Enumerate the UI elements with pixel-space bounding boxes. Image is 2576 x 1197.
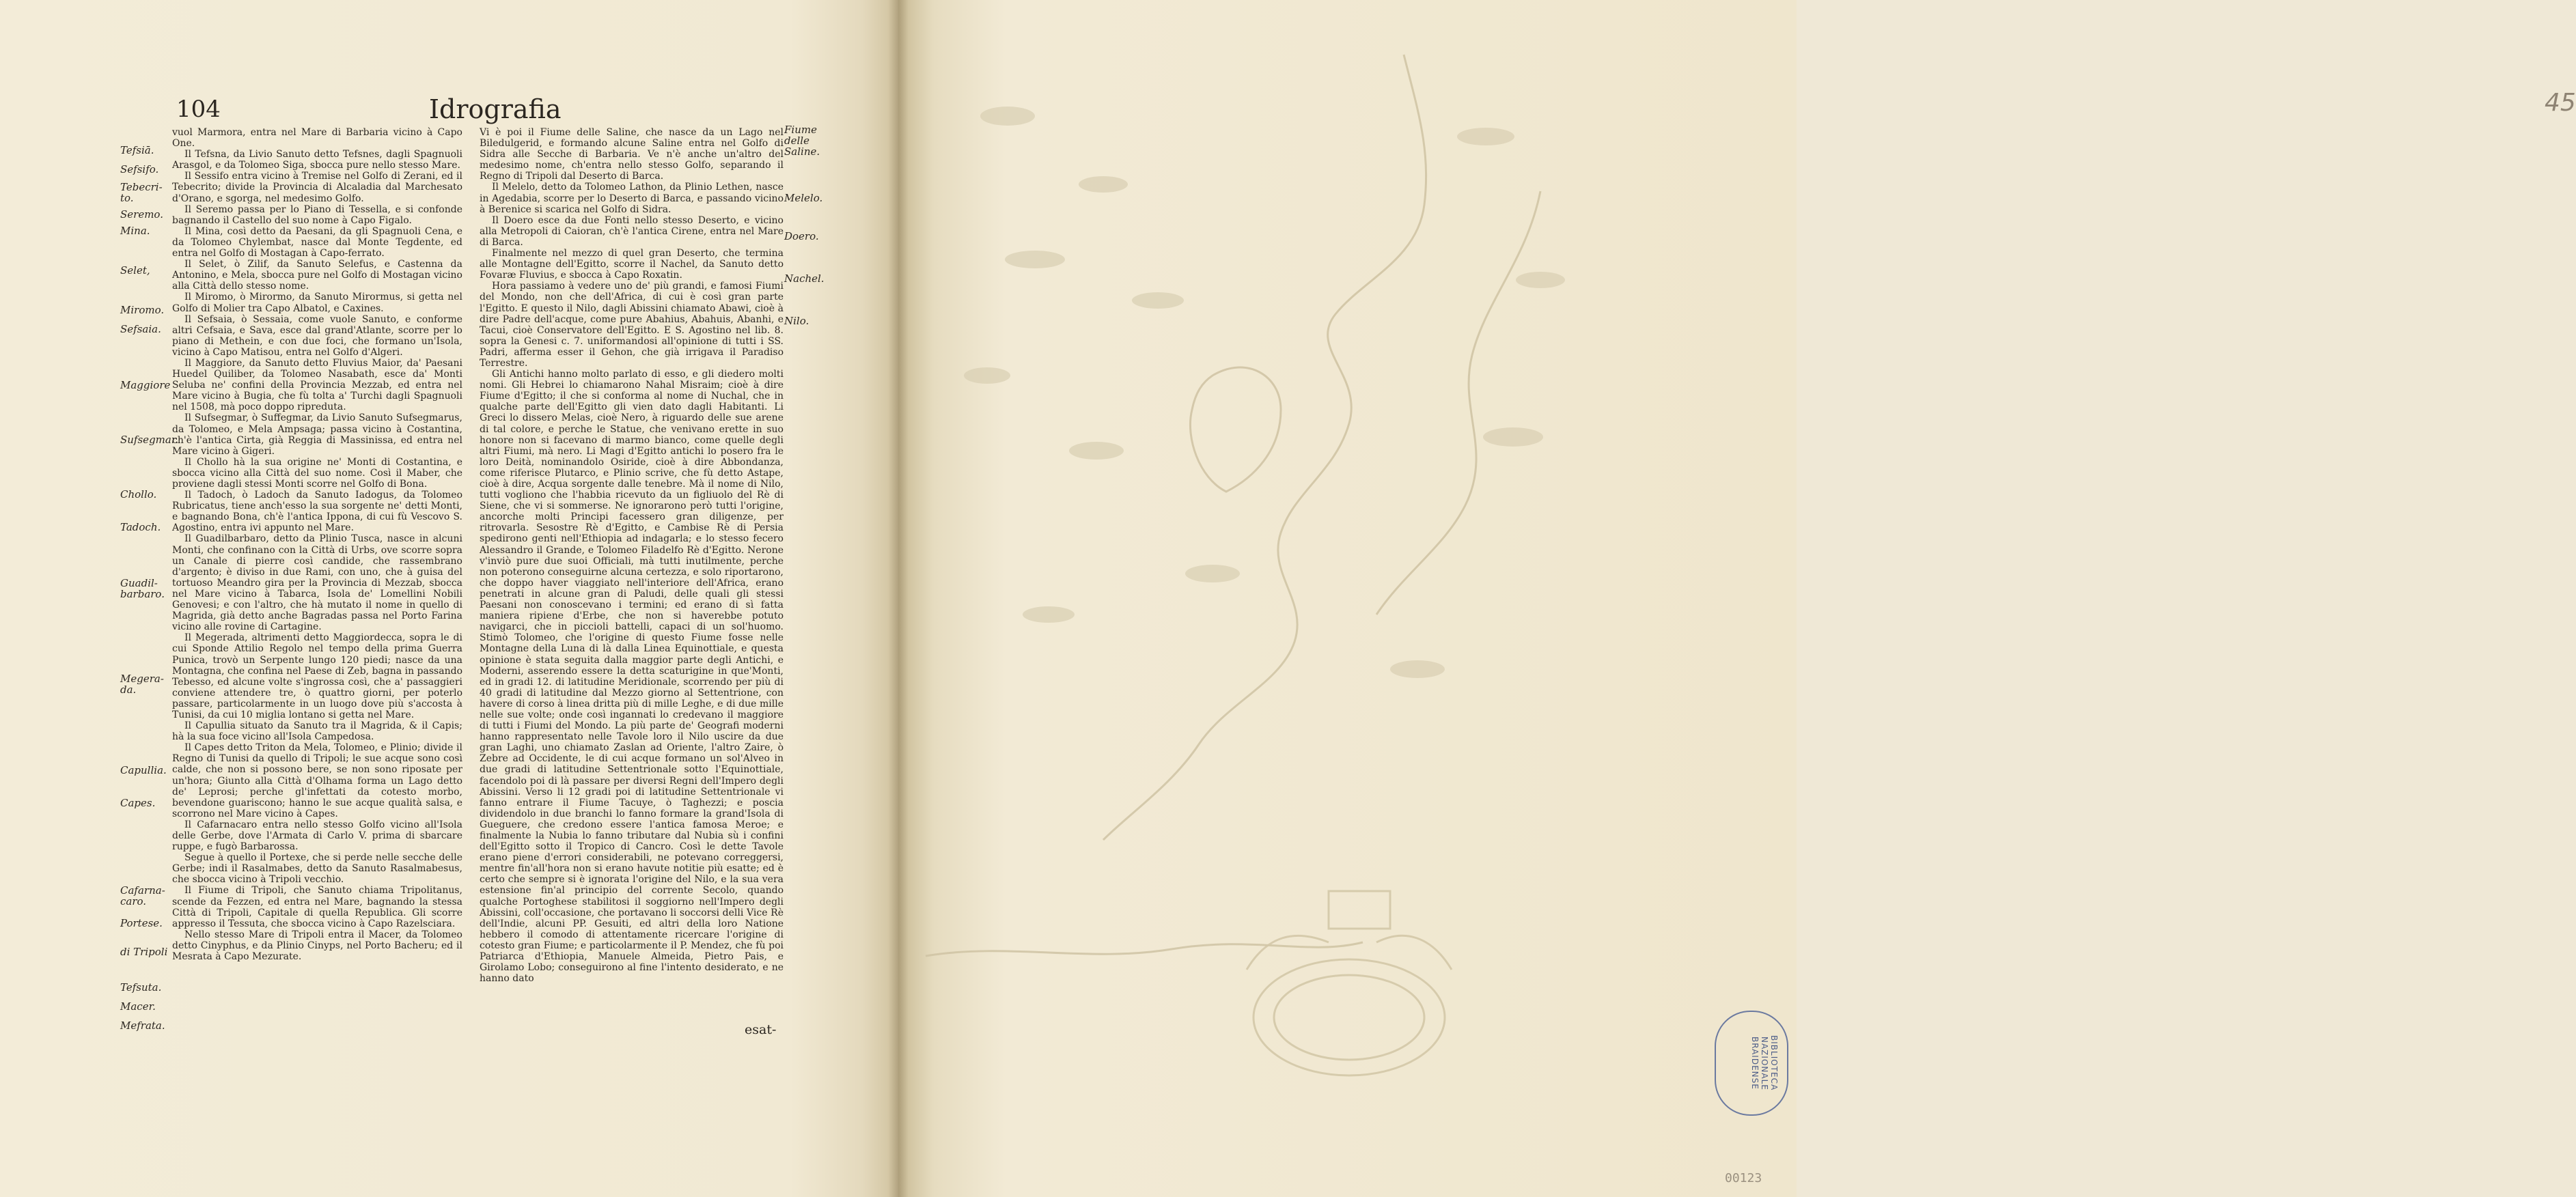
- margin-note: Fiume delle Saline.: [784, 124, 820, 158]
- paragraph: Segue à quello il Portexe, che si perde nelle secche delle Gerbe; indi il Rasalmabes, detto da Sanuto Rasalmabesus, che sbocca vicino à Tripoli vecchio.: [172, 852, 462, 886]
- margin-note: Maggiore: [120, 379, 171, 391]
- margin-note: Megera-da.: [120, 673, 164, 696]
- margin-note: Sefsaia.: [120, 323, 161, 335]
- paragraph: Il Miromo, ò Mirormo, da Sanuto Mirormus, si getta nel Golfo di Molier tra Capo Albatol, e Caxines.: [172, 292, 462, 314]
- margin-note: Cafarna-caro.: [120, 884, 165, 907]
- margin-note: Capes.: [120, 797, 156, 809]
- paragraph: Il Doero esce da due Fonti nello stesso Deserto, e vicino alla Metropoli di Caioran, ch'è l'antica Cirene, entra nel Mare di Barca.: [480, 214, 784, 248]
- margin-note: Tefsiā.: [120, 144, 154, 156]
- text-column-right: [480, 127, 784, 984]
- margin-note: Doero.: [784, 230, 819, 242]
- paragraph: Nello stesso Mare di Tripoli entra il Macer, da Tolomeo detto Cinyphus, e da Plinio Cinyps, nel Porto Bacheru; ed il Mesrata à Capo Mezurate.: [172, 929, 462, 963]
- paragraph: Il Selet, ò Zilif, da Sanuto Selefus, e Castenna da Antonino, e Mela, sbocca pure nel Golfo di Mostagan vicino alla Città dello stesso nome.: [172, 259, 462, 292]
- paragraph: Il Melelo, detto da Tolomeo Lathon, da Plinio Lethen, nasce in Agedabia, scorre per lo Deserto di Barca, e passando vicino à Berenice si scarica nel Golfo di Sidra.: [480, 182, 784, 215]
- paragraph: Gli Antichi hanno molto parlato di esso, e gli diedero molti nomi. Gli Hebrei lo chiamarono Nahal Misraim; cioè à dire Fiume d'Egitto; il che si conforma al nome di Nuchal, che in qualche parte dell'Egitto gli vien dato dagli Habitanti. Li Greci lo dissero Melas, cioè Nero, à riguardo delle sue arene di tal colore, e perche le Statue, che venivano erette in suo honore non si facevano di marmo bianco, come quelle degli altri Fiumi, mà nero. Li Magi d'Egitto antichi lo posero fra le loro Deità, nominandolo Osiride, cioè à dire Abbondanza, come riferisce Plutarco, e Plinio scrive, che fù detto Astape, cioè à dire, Acqua sorgente dalle tenebre. Mà il nome di Nilo, tutti vogliono che l'habbia ricevuto da un figliuolo del Rè di Siene, che vi si sommerse. Ne ignorarono però tutti l'origine, ancorche molti Principi facessero gran diligenze, per ritrovarla. Sesostre Rè d'Egitto, e Cambise Rè di Persia spedirono genti nell'Ethiopia ad indagarla; e lo stesso fecero Alessandro il Grande, e Tolomeo Filadelfo Rè d'Egitto. Nerone v'inviò pure due suoi Officiali, mà tutti inutilmente, perche non poterono conseguirne alcuna certezza, e solo riportarono, che doppo haver viaggiato nell'interiore dell'Africa, erano penetrati in alcune gran di Paludi, delle quali gli stessi Paesani non conoscevano i termini; ed erano di sì fatta maniera ripiene d'Erbe, che non si haverebbe potuto navigarci, che in piccioli battelli, capaci di un sol'huomo. Stimò Tolomeo, che l'origine di questo Fiume fosse nelle Montagne della Luna di là dalla Linea Equinottiale, e questa opinione è stata seguita dalla maggior parte degli Antichi, e Moderni, asserendo essere la detta scaturigine in que'Monti, ed in gradi 12. di latitudine Meridionale, scorrendo per più di 40 gradi di latitudine dal Mezzo giorno al Settentrione, con havere di corso à linea dritta più di mille Leghe, e di due mille nelle sue volte; onde così ingannati lo credevano il maggiore di tutti i Fiumi del Mondo. La più parte de' Geografi moderni hanno rappresentato nelle Tavole loro il Nilo uscire da due gran Laghi, uno chiamato Zaslan ad Oriente, l'altro Zaire, ò Zebre ad Occidente, le di cui acque formano un sol'Alveo in due gradi di latitudine Settentrionale sotto l'Equinottiale, facendolo poi di là passare per diversi Regni dell'Impero degli Abissini. Verso li 12 gradi poi di latitudine Settentrionale vi fanno entrare il Fiume Tacuye, ò Taghezzi; e poscia dividendolo in due branchi lo fanno formare la grand'Isola di Gueguere, che credono essere l'antica famosa Meroe; e finalmente la Nubia lo fanno tributare dal Nubia sù i confini dell'Egitto sotto il Tropico di Cancro. Così le dette Tavole erano piene d'errori considerabili, ne potevano correggersi, mentre fin'all'hora non si erano havute notitie più esatte; ed è certo che sempre si è ignorata l'origine del Nilo, e la sua vera estensione fin'al principio del corrente Secolo, quando qualche Portoghese stabilitosi il soggiorno nell'Impero degli Abissini, coll'occasione, che portavano li soccorsi delli Vice Rè dell'Indie, alcuni PP. Gesuiti, ed altri della loro Natione hebbero il comodo di attentamente ricercare l'origine di cotesto gran Fiume; e particolarmente il P. Mendez, che fù poi Patriarca d'Ethiopia, Manuele Almeida, Pietro Pais, e Girolamo Lobo; conseguirono al fine l'intento desiderato, e ne hanno dato: [480, 369, 784, 985]
- margin-note: Nilo.: [784, 315, 809, 327]
- margin-note: Selet,: [120, 264, 150, 277]
- margin-note: Tefsuta.: [120, 981, 162, 994]
- margin-note: Sefsifo.: [120, 163, 159, 175]
- margin-note: Miromo.: [120, 304, 165, 316]
- lake: [1190, 367, 1281, 492]
- paragraph: Il Capullia situato da Sanuto tra il Magrida, & il Capis; hà la sua foce vicino all'Isola Campedosa.: [172, 720, 462, 743]
- folio-number: 45: [2545, 89, 2576, 117]
- paragraph: Il Megerada, altrimenti detto Maggiordecca, sopra le di cui Sponde Attilio Regolo nel tempo della prima Guerra Punica, trovò un Serpente lungo 120 piedi; nasce da una Montagna, che confina nel Paese di Zeb, bagna in passando Tebesso, ed alcune volte s'ingrossa così, che a' passaggieri conviene attendere tre, ò quattro giorni, per poterlo passare, particolarmente in un luogo dove più s'accosta à Tunisi, da cui 10 miglia lontano si getta nel Mare.: [172, 632, 462, 720]
- faded-map: [926, 55, 1636, 1079]
- margin-note: Tadoch.: [120, 521, 161, 533]
- page-number: 104: [176, 96, 221, 123]
- text-column-left: [172, 127, 462, 962]
- paragraph: Il Mina, così detto da Paesani, da gli Spagnuoli Cena, e da Tolomeo Chylembat, nasce dal Monte Tegdente, ed entra nel Golfo di Mostagan à Capo-ferrato.: [172, 225, 462, 259]
- paragraph: vuol Marmora, entra nel Mare di Barbaria vicino à Capo One.: [172, 127, 462, 150]
- margin-note: Mina.: [120, 225, 150, 237]
- margin-note: Portese.: [120, 917, 163, 929]
- margin-note: Seremo.: [120, 208, 163, 221]
- paragraph: Il Maggiore, da Sanuto detto Fluvius Maior, da' Paesani Huedel Quiliber, da Tolomeo Nasabath, esce da' Monti Seluba ne' confini della Provincia Mezzab, ed entra nel Mare vicino à Bugia, che fù tolta a' Turchi dagli Spagnuoli nel 1508, mà poco doppo ripreduta.: [172, 357, 462, 413]
- paragraph: Il Fiume di Tripoli, che Sanuto chiama Tripolitanus, scende da Fezzen, ed entra nel Mare, bagnando la stessa Città di Tripoli, Capitale di quella Republica. Gli scorre appresso il Tessuta, che sbocca vicino à Capo Razelsciara.: [172, 885, 462, 929]
- cartouche: [1247, 891, 1452, 1075]
- paragraph: Il Cafarnacaro entra nello stesso Golfo vicino all'Isola delle Gerbe, dove l'Armata di Carlo V. prima di sbarcare ruppe, e fugò Barbarossa.: [172, 819, 462, 853]
- left-page: [0, 0, 898, 1197]
- paragraph: Il Sufsegmar, ò Suffegmar, da Livio Sanuto Sufsegmarus, da Tolomeo, e Mela Ampsaga; passa vicino à Costantina, ch'è l'antica Cirta, già Reggia di Massinissa, ed entra nel Mare vicino à Gigeri.: [172, 412, 462, 457]
- paragraph: Il Tefsna, da Livio Sanuto detto Tefsnes, dagli Spagnuoli Arasgol, e da Tolomeo Siga, sbocca pure nello stesso Mare.: [172, 149, 462, 171]
- paragraph: Il Guadilbarbaro, detto da Plinio Tusca, nasce in alcuni Monti, che confinano con la Città di Urbs, ove scorre sopra un Canale di pierre così candide, che rassembrano d'argento; è diviso in due Rami, con uno, che à guisa del tortuoso Meandro gira per la Provincia di Mezzab, sbocca nel Mare vicino à Tabarca, Isola de' Lomellini Nobili Genovesi; e con l'altro, che hà mutato il nome in quello di Magrida, già detto anche Bagradas passa nel Porto Farina vicino alle rovine di Cartagine.: [172, 533, 462, 633]
- margin-note: Macer.: [120, 1000, 156, 1013]
- paragraph: Il Sessifo entra vicino à Tremise nel Golfo di Zerani, ed il Tebecrito; divide la Provincia di Alcaladia dal Marchesato d'Orano, e sgorga, nel medesimo Golfo.: [172, 171, 462, 204]
- paragraph: Il Capes detto Triton da Mela, Tolomeo, e Plinio; divide il Regno di Tunisi da quello di Tripoli; le sue acque sono così calde, che non si possono bere, se non sono riposate per un'hora; Giunto alla Città d'Olhama forma un Lago detto de' Leprosi; perche gl'infettati da cotesto morbo, bevendone guariscono; hanno le sue acque qualità salsa, e scorrono nel Mare vicino à Capes.: [172, 742, 462, 819]
- margin-note: di Tripoli: [120, 946, 168, 958]
- margin-note: Capullia.: [120, 764, 167, 776]
- paragraph: Vi è poi il Fiume delle Saline, che nasce da un Lago nel Biledulgerid, e formando alcune Saline entra nel Golfo di Sidra alle Secche di Barbaria. Ve n'è anche un'altro del medesimo nome, ch'entra nello stesso Golfo, separando il Regno di Tripoli dal Deserto di Barca.: [480, 127, 784, 182]
- running-head: Idrografia: [429, 94, 562, 124]
- catchword: esat-: [745, 1022, 777, 1037]
- library-stamp: [1715, 1011, 1788, 1116]
- book-gutter: [888, 0, 909, 1197]
- stamp-text: BIBLIOTECA NAZIONALE BRAIDENSE: [1750, 1035, 1779, 1091]
- paragraph: Il Chollo hà la sua origine ne' Monti di Costantina, e sbocca vicino alla Città del suo nome. Così il Maber, che proviene dagli stessi Monti scorre nel Golfo di Bona.: [172, 456, 462, 490]
- coast: [926, 942, 1363, 956]
- margin-note: Chollo.: [120, 488, 157, 501]
- margin-note: Tebecri-to.: [120, 181, 163, 204]
- margin-note: Sufsegmar.: [120, 434, 179, 446]
- margin-note: Melelo.: [784, 192, 823, 204]
- paragraph: Il Sefsaia, ò Sessaia, come vuole Sanuto, e conforme altri Cefsaia, e Sava, esce dal grand'Atlante, scorre per lo piano di Methein, e con due foci, che formano un'Isola, vicino à Capo Matisou, entra nel Golfo d'Algeri.: [172, 313, 462, 358]
- paragraph: Hora passiamo à vedere uno de' più grandi, e famosi Fiumi del Mondo, non che dell'Africa, di cui è così gran parte l'Egitto. E questo il Nilo, dagli Abissini chiamato Abawi, cioè à dire Padre dell'acque, come pure Abahius, Abahuis, Abanhi, e Tacui, cioè Conservatore dell'Egitto. E S. Agostino nel lib. 8. sopra la Genesi c. 7. uniformandosi all'opinione di tutti i SS. Padri, afferma esser il Gehon, che già irrigava il Paradiso Terrestre.: [480, 281, 784, 369]
- margin-note: Mefrata.: [120, 1019, 165, 1032]
- paragraph: Il Tadoch, ò Ladoch da Sanuto Iadogus, da Tolomeo Rubricatus, tiene anch'esso la sua sorgente ne' detti Monti, e bagnando Bona, ch'è l'antica Ippona, di cui fù Vescovo S. Agostino, entra ivi appunto nel Mare.: [172, 490, 462, 534]
- paragraph: Finalmente nel mezzo di quel gran Deserto, che termina alle Montagne dell'Egitto, scorre il Nachel, da Sanuto detto Fovaræ Fluvius, e sbocca à Capo Roxatin.: [480, 248, 784, 281]
- river-nile: [1103, 55, 1426, 840]
- paragraph: Il Seremo passa per lo Piano di Tessella, e si confonde bagnando il Castello del suo nome à Capo Figalo.: [172, 203, 462, 226]
- shelfmark: 00123: [1725, 1171, 1762, 1185]
- margin-note: Guadil-barbaro.: [120, 577, 165, 600]
- margin-note: Nachel.: [784, 272, 825, 285]
